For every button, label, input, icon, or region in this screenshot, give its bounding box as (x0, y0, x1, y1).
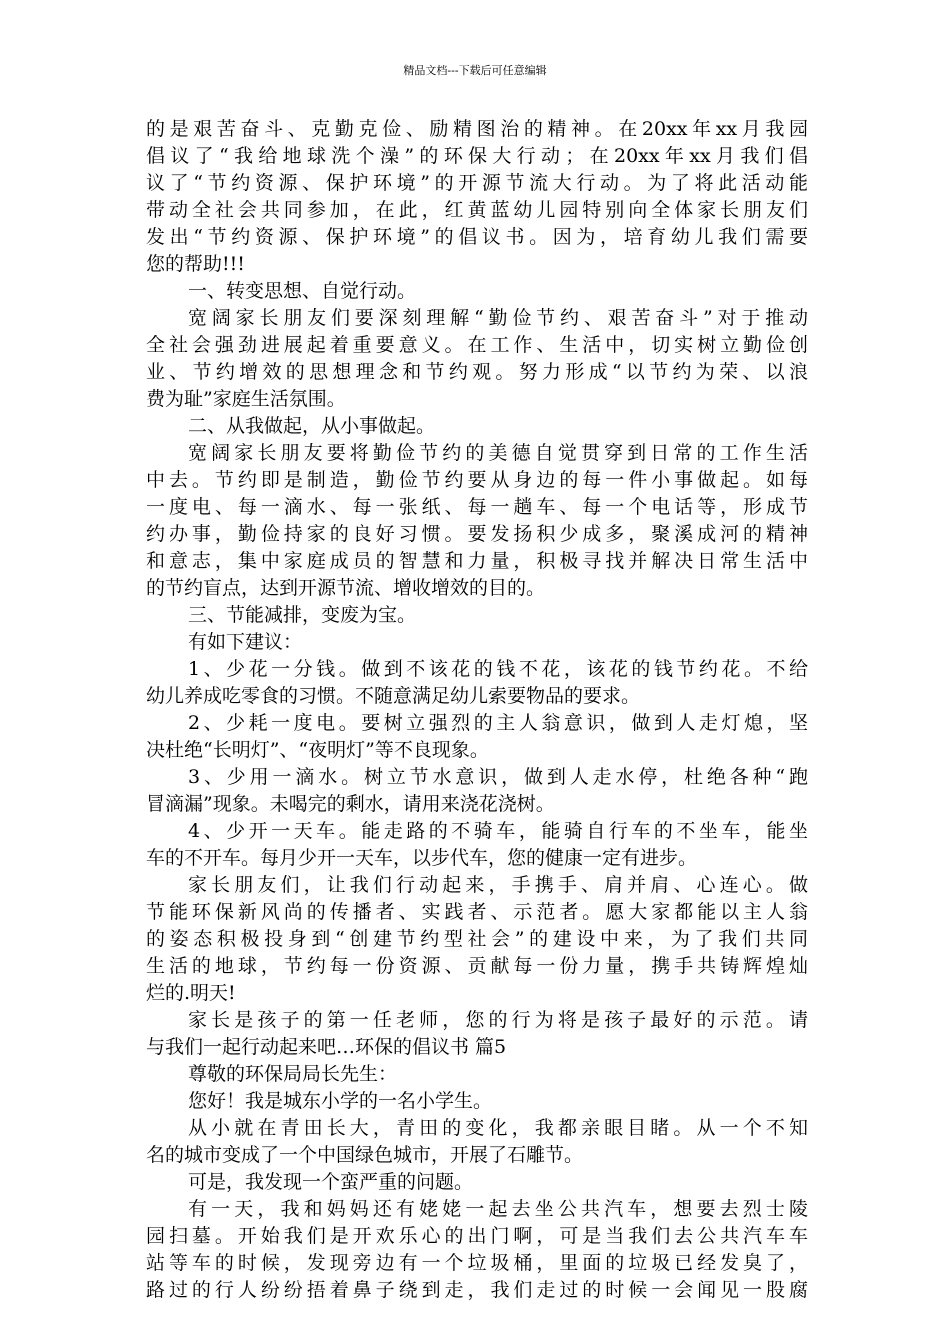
text-line: 倡议了“我给地球洗个澡”的环保大行动；在20xx年xx月我们倡 (146, 145, 808, 167)
text-line: 4、少开一天车。能走路的不骑车，能骑自行车的不坐车，能坐 (188, 820, 808, 842)
text-line: 的节约盲点，达到开源节流、增收增效的目的。 (146, 577, 546, 599)
text-line: 路过的行人纷纷捂着鼻子绕到走，我们走过的时候一会闻见一股腐 (146, 1279, 808, 1301)
text-line: 约办事，勤俭持家的良好习惯。要发扬积少成多，聚溪成河的精神 (146, 523, 808, 545)
text-line: 一度电、每一滴水、每一张纸、每一趟车、每一个电话等，形成节 (146, 496, 808, 518)
text-line: 车的不开车。每月少开一天车，以步代车，您的健康一定有进步。 (146, 847, 698, 869)
text-line: 三、节能减排，变废为宝。 (188, 604, 417, 626)
text-line: 您好！我是城东小学的一名小学生。 (188, 1090, 493, 1112)
text-line: 的姿态积极投身到“创建节约型社会”的建设中来，为了我们共同 (146, 928, 808, 950)
text-line: 名的城市变成了一个中国绿色城市，开展了石雕节。 (146, 1144, 584, 1166)
text-line: 和意志，集中家庭成员的智慧和力量，积极寻找并解决日常生活中 (146, 550, 808, 572)
text-line: 带动全社会共同参加，在此，红黄蓝幼儿园特别向全体家长朋友们 (146, 199, 808, 221)
text-line: 有一天，我和妈妈还有姥姥一起去坐公共汽车，想要去烈士陵 (188, 1198, 808, 1220)
text-line: 您的帮助!!! (146, 253, 245, 275)
text-line: 决杜绝“长明灯”、“夜明灯”等不良现象。 (146, 739, 489, 761)
text-line: 2、少耗一度电。要树立强烈的主人翁意识，做到人走灯熄，坚 (188, 712, 808, 734)
text-line: 幼儿养成吃零食的习惯。不随意满足幼儿索要物品的要求。 (146, 685, 641, 707)
text-line: 与我们一起行动起来吧…环保的倡议书 篇5 (146, 1036, 507, 1058)
document-body (146, 116, 808, 1304)
text-line: 的是艰苦奋斗、克勤克俭、励精图治的精神。在20xx年xx月我园 (146, 118, 808, 140)
text-line: 业、节约增效的思想理念和节约观。努力形成“以节约为荣、以浪 (146, 361, 808, 383)
text-line: 3、少用一滴水。树立节水意识，做到人走水停，杜绝各种“跑 (188, 766, 808, 788)
text-line: 中去。节约即是制造，勤俭节约要从身边的每一件小事做起。如每 (146, 469, 808, 491)
text-line: 宽阔家长朋友要将勤俭节约的美德自觉贯穿到日常的工作生活 (188, 442, 808, 464)
text-line: 一、转变思想、自觉行动。 (188, 280, 417, 302)
text-line: 从小就在青田长大，青田的变化，我都亲眼目睹。从一个不知 (188, 1117, 808, 1139)
text-line: 节能环保新风尚的传播者、实践者、示范者。愿大家都能以主人翁 (146, 901, 808, 923)
text-line: 议了“节约资源、保护环境”的开源节流大行动。为了将此活动能 (146, 172, 808, 194)
text-line: 1、少花一分钱。做到不该花的钱不花，该花的钱节约花。不给 (188, 658, 808, 680)
text-line: 家长朋友们，让我们行动起来，手携手、肩并肩、心连心。做 (188, 874, 808, 896)
text-line: 站等车的时候，发现旁边有一个垃圾桶，里面的垃圾已经发臭了， (146, 1252, 808, 1274)
text-line: 可是，我发现一个蛮严重的问题。 (188, 1171, 474, 1193)
text-line: 园扫墓。开始我们是开欢乐心的出门啊，可是当我们去公共汽车车 (146, 1225, 808, 1247)
text-line: 宽阔家长朋友们要深刻理解“勤俭节约、艰苦奋斗”对于推动 (188, 307, 808, 329)
text-line: 生活的地球，节约每一份资源、贡献每一份力量，携手共铸辉煌灿 (146, 955, 808, 977)
page-header: 精品文档---下载后可任意编辑 (403, 64, 547, 77)
text-line: 冒滴漏”现象。未喝完的剩水，请用来浇花浇树。 (146, 793, 555, 815)
text-line: 烂的.明天! (146, 982, 236, 1004)
text-line: 有如下建议： (188, 631, 303, 653)
text-line: 费为耻”家庭生活氛围。 (146, 388, 346, 410)
text-line: 全社会强劲进展起着重要意义。在工作、生活中，切实树立勤俭创 (146, 334, 808, 356)
text-line: 尊敬的环保局局长先生： (188, 1063, 398, 1085)
text-line: 二、从我做起，从小事做起。 (188, 415, 436, 437)
text-line: 发出“节约资源、保护环境”的倡议书。因为，培育幼儿我们需要 (146, 226, 808, 248)
text-line: 家长是孩子的第一任老师，您的行为将是孩子最好的示范。请 (188, 1009, 808, 1031)
